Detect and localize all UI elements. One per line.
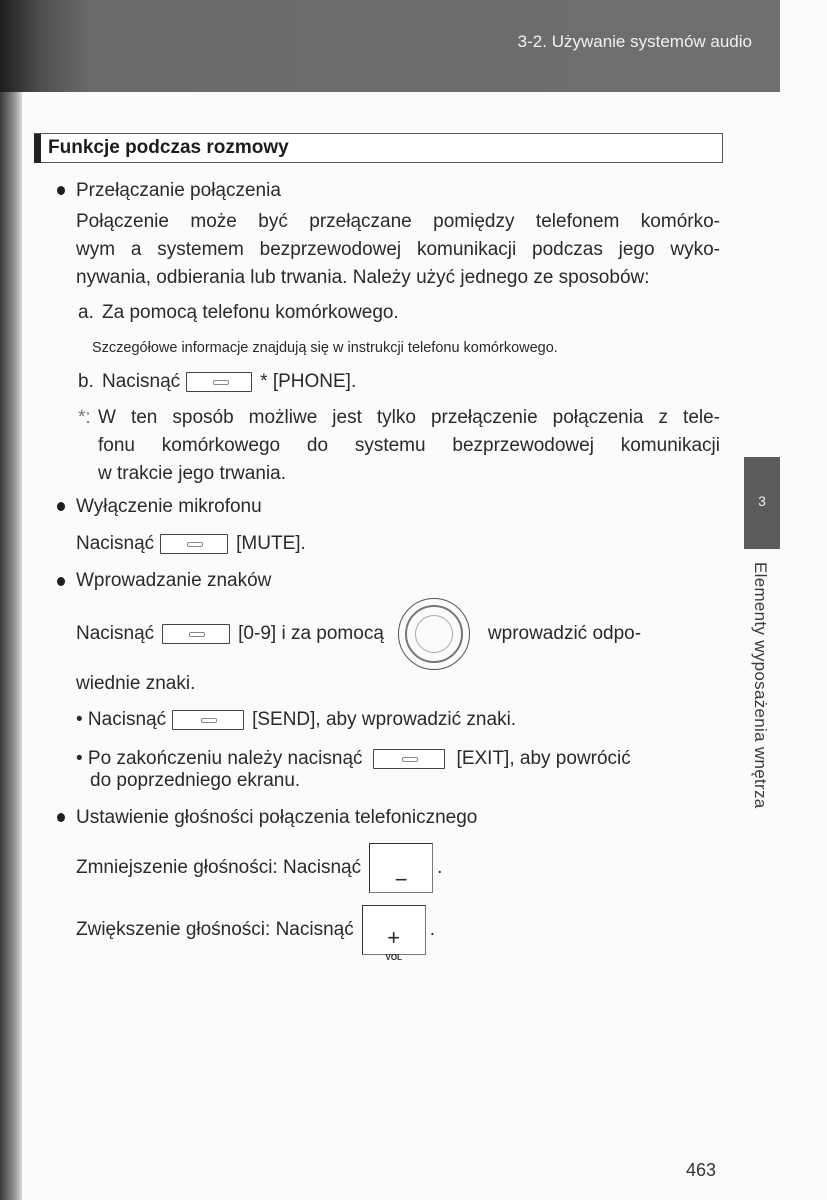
- transfer-para-line: Połączenie może być przełączane pomiędzy telefonem komórko-: [76, 211, 720, 232]
- send-bullet-line: [76, 706, 516, 734]
- mute-line: [76, 530, 306, 558]
- volume-down-symbol: −: [394, 866, 408, 892]
- page-header: [0, 0, 780, 92]
- chars-line: [76, 598, 641, 670]
- chapter-number: 3: [758, 493, 766, 509]
- increase-period: .: [429, 919, 436, 940]
- transfer-para-line: wym a systemem bezprzewodowej komunikacji podczas jego wyko-: [76, 239, 720, 260]
- chapter-label: Elementy wyposażenia wnętrza: [751, 562, 770, 809]
- volume-up-symbol: +: [387, 924, 401, 950]
- header-title: 3-2. Używanie systemów audio: [517, 32, 752, 51]
- volume-up-label: VOL: [385, 952, 402, 962]
- chapter-tab: [744, 457, 780, 549]
- volume-decrease-line: [76, 842, 442, 894]
- section-title-box: [34, 133, 723, 163]
- send-suffix: [SEND], aby wprowadzić znaki.: [252, 709, 517, 730]
- mute-suffix: [MUTE].: [236, 533, 306, 554]
- send-prefix: • Nacisnąć: [76, 709, 167, 730]
- exit-prefix: • Po zakończeniu należy nacisnąć: [76, 748, 363, 769]
- transfer-para-line: nywania, odbierania lub trwania. Należy użyć jednego ze sposobów:: [76, 267, 650, 288]
- mute-prefix: Nacisnąć: [76, 533, 155, 554]
- note-line: w trakcie jego trwania.: [98, 463, 286, 484]
- option-a-text: Za pomocą telefonu komórkowego.: [102, 302, 399, 323]
- chars-suffix: wprowadzić odpo-: [487, 623, 642, 645]
- bullet-icon: [57, 577, 65, 586]
- phone-button-icon: [186, 372, 252, 392]
- option-b-suffix: * [PHONE].: [260, 371, 357, 392]
- option-a-marker: a.: [78, 302, 94, 323]
- mute-heading: Wyłączenie mikrofonu: [76, 496, 262, 517]
- digits-button-icon: [162, 624, 230, 644]
- transfer-heading: Przełączanie połączenia: [76, 180, 281, 201]
- mute-button-icon: [160, 534, 228, 554]
- bullet-icon: [57, 186, 65, 195]
- volume-down-icon: [369, 843, 433, 893]
- chars-line2: wiednie znaki.: [76, 673, 196, 694]
- bullet-icon: [57, 813, 65, 822]
- volume-heading: Ustawienie głośności połączenia telefonicznego: [76, 807, 478, 828]
- decrease-label: Zmniejszenie głośności: Nacisnąć: [76, 857, 362, 878]
- section-title: Funkcje podczas rozmowy: [48, 137, 289, 158]
- volume-increase-line: [76, 904, 436, 962]
- option-a-note: Szczegółowe informacje znajdują się w instrukcji telefonu komórkowego.: [92, 340, 558, 356]
- increase-label: Zwiększenie głośności: Nacisnąć: [76, 919, 354, 940]
- chars-prefix: Nacisnąć: [76, 623, 155, 645]
- decrease-period: .: [437, 857, 443, 878]
- chars-mid: [0-9] i za pomocą: [238, 623, 384, 645]
- tune-knob-icon: [398, 598, 470, 670]
- send-button-icon: [172, 710, 244, 730]
- option-b-prefix: Nacisnąć: [102, 371, 181, 392]
- exit-button-icon: [373, 749, 445, 769]
- option-b-marker: b.: [78, 371, 94, 392]
- exit-line2: do poprzedniego ekranu.: [90, 770, 301, 791]
- exit-suffix: [EXIT], aby powrócić: [456, 748, 631, 769]
- bullet-icon: [57, 502, 65, 511]
- note-line: W ten sposób możliwe jest tylko przełączenie połączenia z tele-: [98, 407, 720, 428]
- note-marker: *:: [78, 407, 91, 428]
- section-marker: [34, 134, 41, 163]
- page-number: 463: [686, 1160, 717, 1180]
- chars-heading: Wprowadzanie znaków: [76, 570, 272, 591]
- page-spine-shadow: [0, 0, 22, 1200]
- option-b-line: [102, 368, 356, 396]
- volume-up-icon: [362, 905, 426, 962]
- note-line: fonu komórkowego do systemu bezprzewodowej komunikacji: [98, 435, 720, 456]
